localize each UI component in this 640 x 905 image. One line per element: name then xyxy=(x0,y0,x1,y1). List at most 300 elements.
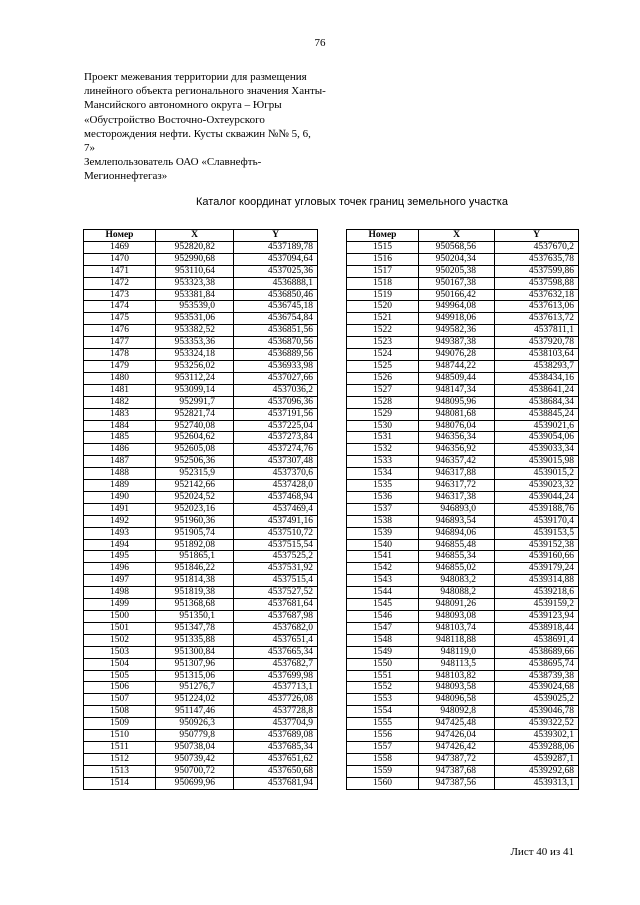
y-coordinate-cell: 4537681,94 xyxy=(234,777,318,789)
table-row xyxy=(347,301,579,313)
point-number-cell: 1523 xyxy=(347,337,419,349)
y-coordinate-cell: 4537225,04 xyxy=(234,420,318,432)
table-row xyxy=(84,527,318,539)
table-row xyxy=(347,527,579,539)
point-number-cell: 1554 xyxy=(347,706,419,718)
y-coordinate-cell: 4537189,78 xyxy=(234,241,318,253)
x-coordinate-cell: 953381,84 xyxy=(156,289,234,301)
document-header xyxy=(84,70,354,184)
point-number-cell: 1484 xyxy=(84,420,156,432)
y-coordinate-cell: 4539313,1 xyxy=(495,777,579,789)
point-number-cell: 1492 xyxy=(84,515,156,527)
y-coordinate-cell: 4536889,56 xyxy=(234,349,318,361)
point-number-cell: 1510 xyxy=(84,730,156,742)
x-coordinate-cell: 951892,08 xyxy=(156,539,234,551)
table-row xyxy=(347,503,579,515)
y-coordinate-cell: 4539179,24 xyxy=(495,563,579,575)
page-number: 76 xyxy=(314,37,326,49)
y-coordinate-cell: 4539159,2 xyxy=(495,599,579,611)
x-coordinate-cell: 950166,42 xyxy=(419,289,495,301)
y-coordinate-cell: 4539218,6 xyxy=(495,587,579,599)
x-coordinate-cell: 947425,48 xyxy=(419,718,495,730)
y-coordinate-cell: 4537685,34 xyxy=(234,741,318,753)
coordinates-table-right xyxy=(346,229,579,790)
point-number-cell: 1517 xyxy=(347,265,419,277)
table-header-row xyxy=(347,230,579,242)
point-number-cell: 1475 xyxy=(84,313,156,325)
y-coordinate-cell: 4539021,6 xyxy=(495,420,579,432)
point-number-cell: 1524 xyxy=(347,349,419,361)
table-row xyxy=(347,658,579,670)
table-row xyxy=(347,313,579,325)
table-row xyxy=(84,420,318,432)
y-coordinate-cell: 4538293,7 xyxy=(495,360,579,372)
y-coordinate-cell: 4537635,78 xyxy=(495,253,579,265)
point-number-cell: 1469 xyxy=(84,241,156,253)
table-row xyxy=(84,432,318,444)
x-coordinate-cell: 949964,08 xyxy=(419,301,495,313)
y-coordinate-cell: 4539025,2 xyxy=(495,694,579,706)
x-coordinate-cell: 951819,38 xyxy=(156,587,234,599)
table-row xyxy=(347,480,579,492)
y-coordinate-cell: 4536870,56 xyxy=(234,337,318,349)
x-coordinate-cell: 948147,34 xyxy=(419,384,495,396)
y-coordinate-cell: 4539015,98 xyxy=(495,456,579,468)
table-row xyxy=(84,503,318,515)
x-coordinate-cell: 948093,08 xyxy=(419,611,495,623)
y-coordinate-cell: 4539160,66 xyxy=(495,551,579,563)
column-header-x: X xyxy=(419,230,495,242)
point-number-cell: 1481 xyxy=(84,384,156,396)
x-coordinate-cell: 946356,92 xyxy=(419,444,495,456)
x-coordinate-cell: 950738,04 xyxy=(156,741,234,753)
x-coordinate-cell: 951147,46 xyxy=(156,706,234,718)
table-row xyxy=(84,337,318,349)
y-coordinate-cell: 4539322,52 xyxy=(495,718,579,730)
y-coordinate-cell: 4537274,76 xyxy=(234,444,318,456)
y-coordinate-cell: 4537613,72 xyxy=(495,313,579,325)
table-header-row xyxy=(84,230,318,242)
x-coordinate-cell: 952605,08 xyxy=(156,444,234,456)
table-row xyxy=(84,777,318,789)
point-number-cell: 1544 xyxy=(347,587,419,599)
table-row xyxy=(84,372,318,384)
point-number-cell: 1541 xyxy=(347,551,419,563)
y-coordinate-cell: 4536888,1 xyxy=(234,277,318,289)
x-coordinate-cell: 946317,72 xyxy=(419,480,495,492)
table-row xyxy=(347,456,579,468)
y-coordinate-cell: 4537651,4 xyxy=(234,634,318,646)
coordinates-table-left xyxy=(83,229,318,790)
x-coordinate-cell: 946317,88 xyxy=(419,468,495,480)
y-coordinate-cell: 4538845,24 xyxy=(495,408,579,420)
header-line: Мегионнефтегаз» xyxy=(84,170,168,183)
y-coordinate-cell: 4537531,92 xyxy=(234,563,318,575)
point-number-cell: 1556 xyxy=(347,730,419,742)
x-coordinate-cell: 949582,36 xyxy=(419,325,495,337)
header-line: 7» xyxy=(84,142,95,155)
x-coordinate-cell: 948088,2 xyxy=(419,587,495,599)
y-coordinate-cell: 4537811,1 xyxy=(495,325,579,337)
x-coordinate-cell: 953110,64 xyxy=(156,265,234,277)
table-row xyxy=(347,360,579,372)
y-coordinate-cell: 4537650,68 xyxy=(234,765,318,777)
point-number-cell: 1500 xyxy=(84,611,156,623)
point-number-cell: 1489 xyxy=(84,480,156,492)
header-line: Мансийского автономного округа – Югры xyxy=(84,99,282,112)
column-header-number: Номер xyxy=(347,230,419,242)
x-coordinate-cell: 953539,0 xyxy=(156,301,234,313)
table-row xyxy=(84,253,318,265)
y-coordinate-cell: 4537428,0 xyxy=(234,480,318,492)
y-coordinate-cell: 4537491,16 xyxy=(234,515,318,527)
point-number-cell: 1482 xyxy=(84,396,156,408)
table-row xyxy=(347,575,579,587)
y-coordinate-cell: 4537681,64 xyxy=(234,599,318,611)
y-coordinate-cell: 4539188,76 xyxy=(495,503,579,515)
x-coordinate-cell: 952023,16 xyxy=(156,503,234,515)
table-row xyxy=(347,444,579,456)
y-coordinate-cell: 4539287,1 xyxy=(495,753,579,765)
y-coordinate-cell: 4539314,88 xyxy=(495,575,579,587)
point-number-cell: 1558 xyxy=(347,753,419,765)
x-coordinate-cell: 953382,52 xyxy=(156,325,234,337)
y-coordinate-cell: 4537726,08 xyxy=(234,694,318,706)
y-coordinate-cell: 4537613,06 xyxy=(495,301,579,313)
point-number-cell: 1542 xyxy=(347,563,419,575)
x-coordinate-cell: 953324,18 xyxy=(156,349,234,361)
table-row xyxy=(84,408,318,420)
point-number-cell: 1495 xyxy=(84,551,156,563)
x-coordinate-cell: 948093,58 xyxy=(419,682,495,694)
y-coordinate-cell: 4537527,52 xyxy=(234,587,318,599)
x-coordinate-cell: 951846,22 xyxy=(156,563,234,575)
x-coordinate-cell: 948095,96 xyxy=(419,396,495,408)
y-coordinate-cell: 4539302,1 xyxy=(495,730,579,742)
point-number-cell: 1545 xyxy=(347,599,419,611)
point-number-cell: 1519 xyxy=(347,289,419,301)
point-number-cell: 1550 xyxy=(347,658,419,670)
x-coordinate-cell: 948744,22 xyxy=(419,360,495,372)
point-number-cell: 1560 xyxy=(347,777,419,789)
x-coordinate-cell: 946893,54 xyxy=(419,515,495,527)
x-coordinate-cell: 952821,74 xyxy=(156,408,234,420)
x-coordinate-cell: 948509,44 xyxy=(419,372,495,384)
x-coordinate-cell: 946356,34 xyxy=(419,432,495,444)
x-coordinate-cell: 953323,38 xyxy=(156,277,234,289)
point-number-cell: 1521 xyxy=(347,313,419,325)
x-coordinate-cell: 947387,72 xyxy=(419,753,495,765)
point-number-cell: 1559 xyxy=(347,765,419,777)
point-number-cell: 1487 xyxy=(84,456,156,468)
x-coordinate-cell: 952990,68 xyxy=(156,253,234,265)
table-row xyxy=(84,551,318,563)
y-coordinate-cell: 4536851,56 xyxy=(234,325,318,337)
header-line: «Обустройство Восточно-Охтеурского xyxy=(84,113,265,126)
y-coordinate-cell: 4538684,34 xyxy=(495,396,579,408)
table-row xyxy=(84,682,318,694)
point-number-cell: 1529 xyxy=(347,408,419,420)
table-row xyxy=(84,277,318,289)
y-coordinate-cell: 4539033,34 xyxy=(495,444,579,456)
point-number-cell: 1511 xyxy=(84,741,156,753)
x-coordinate-cell: 952604,62 xyxy=(156,432,234,444)
point-number-cell: 1507 xyxy=(84,694,156,706)
table-row xyxy=(347,622,579,634)
table-row xyxy=(347,587,579,599)
x-coordinate-cell: 951347,78 xyxy=(156,622,234,634)
table-row xyxy=(84,670,318,682)
x-coordinate-cell: 950926,3 xyxy=(156,718,234,730)
x-coordinate-cell: 946894,06 xyxy=(419,527,495,539)
table-row xyxy=(84,706,318,718)
x-coordinate-cell: 946855,48 xyxy=(419,539,495,551)
table-row xyxy=(84,622,318,634)
x-coordinate-cell: 951335,88 xyxy=(156,634,234,646)
x-coordinate-cell: 946855,02 xyxy=(419,563,495,575)
y-coordinate-cell: 4539046,78 xyxy=(495,706,579,718)
y-coordinate-cell: 4536933,98 xyxy=(234,360,318,372)
x-coordinate-cell: 952991,7 xyxy=(156,396,234,408)
y-coordinate-cell: 4536745,18 xyxy=(234,301,318,313)
y-coordinate-cell: 4537728,8 xyxy=(234,706,318,718)
table-row xyxy=(347,730,579,742)
table-row xyxy=(347,408,579,420)
y-coordinate-cell: 4537094,64 xyxy=(234,253,318,265)
point-number-cell: 1548 xyxy=(347,634,419,646)
x-coordinate-cell: 953353,36 xyxy=(156,337,234,349)
point-number-cell: 1557 xyxy=(347,741,419,753)
table-row xyxy=(347,241,579,253)
point-number-cell: 1531 xyxy=(347,432,419,444)
x-coordinate-cell: 952506,36 xyxy=(156,456,234,468)
point-number-cell: 1527 xyxy=(347,384,419,396)
y-coordinate-cell: 4539153,5 xyxy=(495,527,579,539)
point-number-cell: 1534 xyxy=(347,468,419,480)
y-coordinate-cell: 4537651,62 xyxy=(234,753,318,765)
point-number-cell: 1498 xyxy=(84,587,156,599)
point-number-cell: 1490 xyxy=(84,491,156,503)
point-number-cell: 1525 xyxy=(347,360,419,372)
table-row xyxy=(84,265,318,277)
table-row xyxy=(347,384,579,396)
point-number-cell: 1549 xyxy=(347,646,419,658)
table-row xyxy=(84,646,318,658)
x-coordinate-cell: 953531,06 xyxy=(156,313,234,325)
x-coordinate-cell: 951865,1 xyxy=(156,551,234,563)
point-number-cell: 1532 xyxy=(347,444,419,456)
x-coordinate-cell: 951315,06 xyxy=(156,670,234,682)
column-header-y: Y xyxy=(495,230,579,242)
x-coordinate-cell: 948118,88 xyxy=(419,634,495,646)
point-number-cell: 1513 xyxy=(84,765,156,777)
table-row xyxy=(347,646,579,658)
x-coordinate-cell: 951368,68 xyxy=(156,599,234,611)
x-coordinate-cell: 949076,28 xyxy=(419,349,495,361)
y-coordinate-cell: 4537510,72 xyxy=(234,527,318,539)
x-coordinate-cell: 948103,74 xyxy=(419,622,495,634)
point-number-cell: 1530 xyxy=(347,420,419,432)
x-coordinate-cell: 949387,38 xyxy=(419,337,495,349)
x-coordinate-cell: 948076,04 xyxy=(419,420,495,432)
table-row xyxy=(347,515,579,527)
point-number-cell: 1504 xyxy=(84,658,156,670)
point-number-cell: 1478 xyxy=(84,349,156,361)
table-row xyxy=(84,587,318,599)
x-coordinate-cell: 951814,38 xyxy=(156,575,234,587)
table-row xyxy=(347,777,579,789)
x-coordinate-cell: 950739,42 xyxy=(156,753,234,765)
table-row xyxy=(347,753,579,765)
table-row xyxy=(347,539,579,551)
point-number-cell: 1552 xyxy=(347,682,419,694)
point-number-cell: 1539 xyxy=(347,527,419,539)
x-coordinate-cell: 953099,14 xyxy=(156,384,234,396)
y-coordinate-cell: 4537687,98 xyxy=(234,611,318,623)
table-row xyxy=(84,396,318,408)
point-number-cell: 1480 xyxy=(84,372,156,384)
y-coordinate-cell: 4539054,06 xyxy=(495,432,579,444)
table-row xyxy=(84,313,318,325)
point-number-cell: 1512 xyxy=(84,753,156,765)
y-coordinate-cell: 4537515,54 xyxy=(234,539,318,551)
x-coordinate-cell: 949918,06 xyxy=(419,313,495,325)
table-row xyxy=(84,325,318,337)
point-number-cell: 1509 xyxy=(84,718,156,730)
point-number-cell: 1546 xyxy=(347,611,419,623)
y-coordinate-cell: 4539170,4 xyxy=(495,515,579,527)
table-row xyxy=(84,563,318,575)
x-coordinate-cell: 948096,58 xyxy=(419,694,495,706)
x-coordinate-cell: 950167,38 xyxy=(419,277,495,289)
table-row xyxy=(347,420,579,432)
point-number-cell: 1483 xyxy=(84,408,156,420)
x-coordinate-cell: 952142,66 xyxy=(156,480,234,492)
table-row xyxy=(347,396,579,408)
y-coordinate-cell: 4537599,86 xyxy=(495,265,579,277)
point-number-cell: 1533 xyxy=(347,456,419,468)
table-row xyxy=(84,694,318,706)
x-coordinate-cell: 951960,36 xyxy=(156,515,234,527)
y-coordinate-cell: 4539123,94 xyxy=(495,611,579,623)
point-number-cell: 1477 xyxy=(84,337,156,349)
y-coordinate-cell: 4537468,94 xyxy=(234,491,318,503)
point-number-cell: 1537 xyxy=(347,503,419,515)
y-coordinate-cell: 4539292,68 xyxy=(495,765,579,777)
y-coordinate-cell: 4537689,08 xyxy=(234,730,318,742)
table-row xyxy=(347,694,579,706)
y-coordinate-cell: 4538434,16 xyxy=(495,372,579,384)
point-number-cell: 1515 xyxy=(347,241,419,253)
y-coordinate-cell: 4539288,06 xyxy=(495,741,579,753)
column-header-number: Номер xyxy=(84,230,156,242)
table-row xyxy=(84,575,318,587)
x-coordinate-cell: 951300,84 xyxy=(156,646,234,658)
y-coordinate-cell: 4537515,4 xyxy=(234,575,318,587)
y-coordinate-cell: 4537096,36 xyxy=(234,396,318,408)
table-row xyxy=(347,634,579,646)
point-number-cell: 1471 xyxy=(84,265,156,277)
y-coordinate-cell: 4537027,66 xyxy=(234,372,318,384)
y-coordinate-cell: 4539024,68 xyxy=(495,682,579,694)
y-coordinate-cell: 4537682,7 xyxy=(234,658,318,670)
x-coordinate-cell: 946317,38 xyxy=(419,491,495,503)
y-coordinate-cell: 4536850,46 xyxy=(234,289,318,301)
table-row xyxy=(84,360,318,372)
table-row xyxy=(347,277,579,289)
x-coordinate-cell: 947387,56 xyxy=(419,777,495,789)
x-coordinate-cell: 951905,74 xyxy=(156,527,234,539)
point-number-cell: 1488 xyxy=(84,468,156,480)
x-coordinate-cell: 953112,24 xyxy=(156,372,234,384)
x-coordinate-cell: 946893,0 xyxy=(419,503,495,515)
table-row xyxy=(84,384,318,396)
point-number-cell: 1551 xyxy=(347,670,419,682)
table-row xyxy=(84,515,318,527)
x-coordinate-cell: 946855,34 xyxy=(419,551,495,563)
x-coordinate-cell: 950779,8 xyxy=(156,730,234,742)
column-header-x: X xyxy=(156,230,234,242)
y-coordinate-cell: 4537699,98 xyxy=(234,670,318,682)
y-coordinate-cell: 4537665,34 xyxy=(234,646,318,658)
x-coordinate-cell: 948092,8 xyxy=(419,706,495,718)
x-coordinate-cell: 950204,34 xyxy=(419,253,495,265)
table-row xyxy=(84,480,318,492)
table-row xyxy=(347,372,579,384)
point-number-cell: 1516 xyxy=(347,253,419,265)
point-number-cell: 1499 xyxy=(84,599,156,611)
table-row xyxy=(84,349,318,361)
point-number-cell: 1518 xyxy=(347,277,419,289)
point-number-cell: 1491 xyxy=(84,503,156,515)
point-number-cell: 1505 xyxy=(84,670,156,682)
point-number-cell: 1496 xyxy=(84,563,156,575)
x-coordinate-cell: 952740,08 xyxy=(156,420,234,432)
point-number-cell: 1543 xyxy=(347,575,419,587)
y-coordinate-cell: 4537370,6 xyxy=(234,468,318,480)
x-coordinate-cell: 952024,52 xyxy=(156,491,234,503)
point-number-cell: 1528 xyxy=(347,396,419,408)
table-row xyxy=(347,432,579,444)
table-row xyxy=(84,491,318,503)
y-coordinate-cell: 4536754,84 xyxy=(234,313,318,325)
y-coordinate-cell: 4537036,2 xyxy=(234,384,318,396)
y-coordinate-cell: 4538739,38 xyxy=(495,670,579,682)
sheet-footer: Лист 40 из 41 xyxy=(510,846,574,858)
x-coordinate-cell: 951224,02 xyxy=(156,694,234,706)
table-row xyxy=(347,491,579,503)
point-number-cell: 1473 xyxy=(84,289,156,301)
y-coordinate-cell: 4538689,66 xyxy=(495,646,579,658)
y-coordinate-cell: 4537273,84 xyxy=(234,432,318,444)
y-coordinate-cell: 4537670,2 xyxy=(495,241,579,253)
point-number-cell: 1494 xyxy=(84,539,156,551)
table-row xyxy=(347,289,579,301)
table-row xyxy=(347,599,579,611)
y-coordinate-cell: 4539152,38 xyxy=(495,539,579,551)
point-number-cell: 1540 xyxy=(347,539,419,551)
point-number-cell: 1476 xyxy=(84,325,156,337)
table-row xyxy=(84,241,318,253)
table-row xyxy=(84,301,318,313)
point-number-cell: 1486 xyxy=(84,444,156,456)
table-row xyxy=(347,706,579,718)
y-coordinate-cell: 4537920,78 xyxy=(495,337,579,349)
y-coordinate-cell: 4537525,2 xyxy=(234,551,318,563)
point-number-cell: 1479 xyxy=(84,360,156,372)
point-number-cell: 1493 xyxy=(84,527,156,539)
x-coordinate-cell: 947387,68 xyxy=(419,765,495,777)
